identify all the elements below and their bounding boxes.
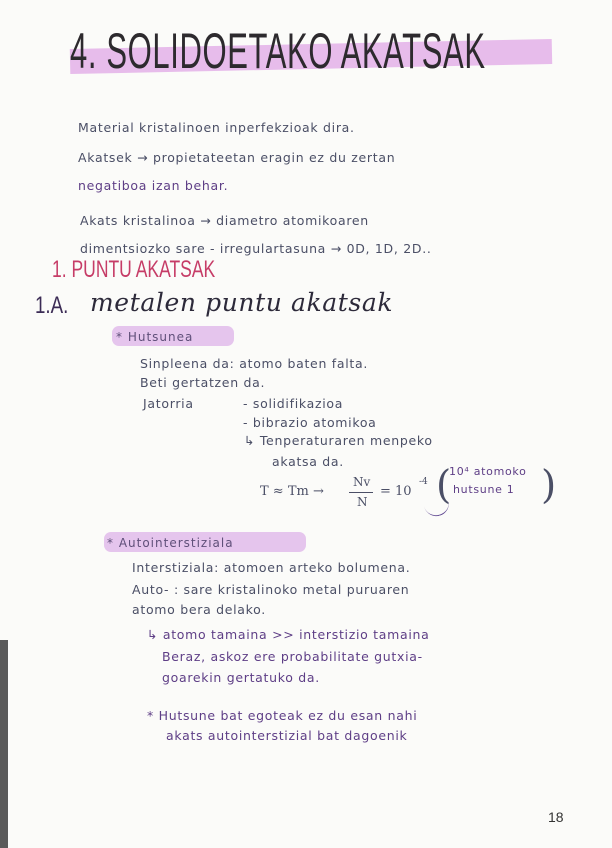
intro-line-1: Material kristalinoen inperfekzioak dira. [78,120,355,135]
subsection-heading: metalen puntu akatsak [90,288,394,317]
hutsunea-line-2: Beti gertatzen da. [140,375,266,390]
hutsunea-cause-1: - solidifikazioa [243,396,344,411]
intro-line-4: Akats kristalinoa → diametro atomikoaren [80,213,369,228]
page-title: 4. SOLIDOETAKO AKATSAK [70,23,486,79]
fraction-denominator: N [357,495,368,509]
note-open-paren: ( [436,463,452,508]
autointerstiziala-line-5: Beraz, askoz ere probabilitate gutxia- [162,649,423,664]
note-top: 10⁴ atomoko [449,465,527,478]
autointerstiziala-line-6: goarekin gertatuko da. [162,670,320,685]
autointerstiziala-line-7: * Hutsune bat egoteak ez du esan nahi [147,708,418,723]
autointerstiziala-line-3: atomo bera delako. [132,602,266,617]
hutsunea-cause-3: ↳ Tenperaturaren menpeko [244,433,433,448]
formula-left: T ≈ Tm → [260,484,324,499]
autointerstiziala-label: * Autointerstiziala [107,536,234,550]
intro-line-5: dimentsiozko sare - irregulartasuna → 0D, 1D, 2D.. [80,241,432,256]
intro-line-3: negatiboa izan behar. [78,178,229,193]
autointerstiziala-line-1: Interstiziala: atomoen arteko bolumena. [132,560,411,575]
formula-exponent: -4 [419,477,428,487]
formula-equals: = 10 [380,484,412,499]
hutsunea-cause-2: - bibrazio atomikoa [243,415,377,430]
intro-line-2: Akatsek → propietateetan eragin ez du zertan [78,150,396,165]
subsection-number: 1.A. [35,292,69,319]
hutsunea-line-1: Sinpleena da: atomo baten falta. [140,356,369,371]
autointerstiziala-line-2: Auto- : sare kristalinoko metal puruaren [132,582,410,597]
autointerstiziala-line-8: akats autointerstizial bat dagoenik [166,728,408,743]
note-close-paren: ) [541,463,557,508]
scan-edge-shadow [0,640,8,848]
note-bottom: hutsune 1 [453,483,515,496]
autointerstiziala-line-4: ↳ atomo tamaina >> interstizio tamaina [147,627,430,642]
hutsunea-label: * Hutsunea [116,330,194,344]
hutsunea-cause-4: akatsa da. [272,454,344,469]
fraction-bar [349,492,373,493]
curved-arrow-icon [423,497,451,519]
hutsunea-cause-label: Jatorria [143,396,194,411]
page-number: 18 [548,809,564,825]
fraction-numerator: Nv [353,475,371,489]
section-heading: 1. PUNTU AKATSAK [52,256,216,283]
